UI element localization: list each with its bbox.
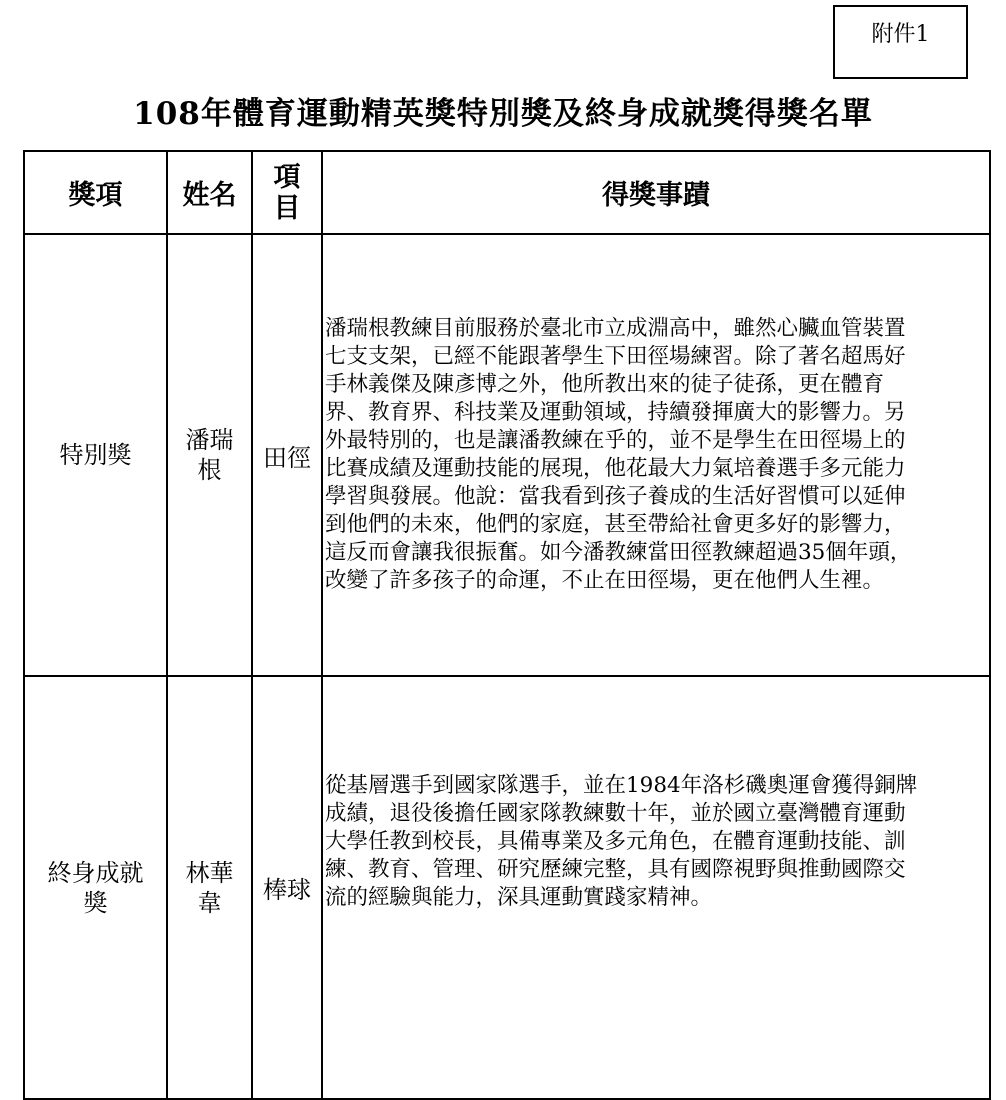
deeds-line: 流的經驗與能力，深具運動實踐家精神。 xyxy=(325,885,713,910)
deeds-cell xyxy=(322,234,990,676)
page-title: 108年體育運動精英獎特別獎及終身成就獎得獎名單 xyxy=(133,96,873,132)
header-award: 獎項 xyxy=(24,151,167,234)
deeds-line: 大學任教到校長，具備專業及多元角色，在體育運動技能、訓 xyxy=(325,829,906,854)
deeds-line: 練、教育、管理、研究歷練完整，具有國際視野與推動國際交 xyxy=(325,857,906,882)
table-header-row xyxy=(24,151,990,234)
award-table xyxy=(23,150,991,1100)
deeds-line: 比賽成績及運動技能的展現，他花最大力氣培養選手多元能力 xyxy=(325,456,906,481)
deeds-line: 成績，退役後擔任國家隊教練數十年，並於國立臺灣體育運動 xyxy=(325,801,906,826)
award-line: 終身成就 xyxy=(47,858,144,887)
header-name: 姓名 xyxy=(167,151,252,234)
table-row xyxy=(24,234,990,676)
deeds-line: 界、教育界、科技業及運動領域，持續發揮廣大的影響力。另 xyxy=(325,400,906,425)
deeds-line: 外最特別的，也是讓潘教練在乎的，並不是學生在田徑場上的 xyxy=(325,428,906,453)
name-cell xyxy=(167,234,252,676)
sport-cell: 田徑 xyxy=(252,234,322,676)
award-line: 特別獎 xyxy=(59,441,132,469)
name-line: 韋 xyxy=(197,888,222,917)
sport-cell: 棒球 xyxy=(252,676,322,1099)
deeds-line: 從基層選手到國家隊選手，並在1984年洛杉磯奧運會獲得銅牌 xyxy=(325,773,918,798)
deeds-line: 學習與發展。他說：當我看到孩子養成的生活好習慣可以延伸 xyxy=(325,484,906,509)
header-deeds: 得獎事蹟 xyxy=(322,151,990,234)
award-line: 獎 xyxy=(83,888,108,917)
deeds-cell xyxy=(322,676,990,1099)
attachment-label: 附件1 xyxy=(833,5,968,79)
name-line: 根 xyxy=(197,456,222,484)
header-sport-line: 項目 xyxy=(273,161,301,224)
table-row xyxy=(24,676,990,1099)
name-cell xyxy=(167,676,252,1099)
deeds-line: 改變了許多孩子的命運，不止在田徑場，更在他們人生裡。 xyxy=(325,568,885,593)
name-line: 潘瑞 xyxy=(185,426,234,454)
name-line: 林華 xyxy=(185,858,234,887)
deeds-line: 潘瑞根教練目前服務於臺北市立成淵高中，雖然心臟血管裝置 xyxy=(325,316,906,341)
deeds-line: 七支支架，已經不能跟著學生下田徑場練習。除了著名超馬好 xyxy=(325,344,906,369)
award-cell xyxy=(24,234,167,676)
award-cell xyxy=(24,676,167,1099)
deeds-line: 到他們的未來，他們的家庭，甚至帶給社會更多好的影響力， xyxy=(325,512,906,537)
header-sport xyxy=(252,151,322,234)
deeds-line: 手林義傑及陳彥博之外，他所教出來的徒子徒孫，更在體育 xyxy=(325,372,885,397)
deeds-line: 這反而會讓我很振奮。如今潘教練當田徑教練超過35個年頭， xyxy=(325,540,912,565)
